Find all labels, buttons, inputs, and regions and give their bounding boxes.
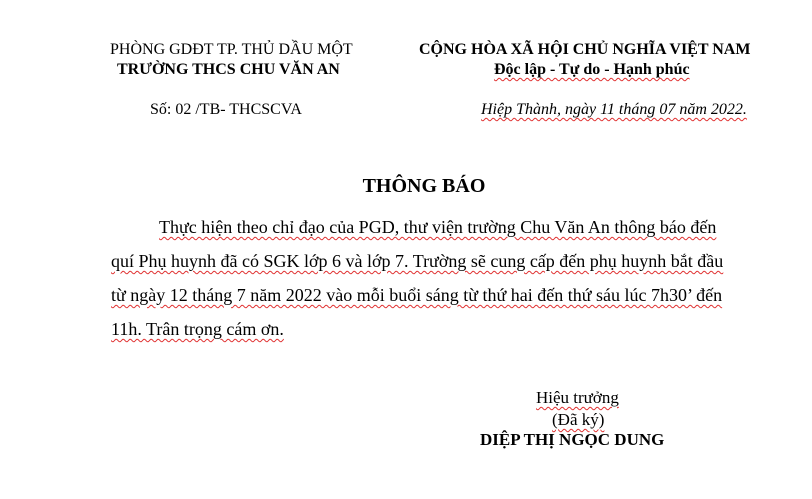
body-line: Thực hiện theo chỉ đạo của PGD, thư viện trường Chu Văn An thông báo đến — [159, 217, 717, 237]
document-title: THÔNG BÁO — [362, 175, 486, 197]
national-motto: Độc lập - Tự do - Hạnh phúc — [494, 61, 690, 78]
document-date: Hiệp Thành, ngày 11 tháng 07 năm 2022. — [481, 101, 747, 118]
school-name: TRƯỜNG THCS CHU VĂN AN — [117, 61, 340, 78]
body-line: từ ngày 12 tháng 7 năm 2022 vào mỗi buổi sáng từ thứ hai đến thứ sáu lúc 7h30’ đến — [111, 285, 723, 305]
signer-role: Hiệu trưởng — [536, 388, 619, 407]
document-number: Số: 02 /TB- THCSCVA — [150, 101, 302, 118]
national-title: CỘNG HÒA XÃ HỘI CHỦ NGHĨA VIỆT NAM — [419, 41, 751, 58]
announcement-body — [111, 210, 771, 346]
signed-note: (Đã ký) — [552, 410, 605, 429]
issuing-department: PHÒNG GDĐT TP. THỦ DẦU MỘT — [110, 41, 353, 58]
body-line: quí Phụ huynh đã có SGK lớp 6 và lớp 7. Trường sẽ cung cấp đến phụ huynh bắt đầu — [111, 251, 724, 271]
signer-name: DIỆP THỊ NGỌC DUNG — [480, 430, 665, 449]
body-line: 11h. Trân trọng cám ơn. — [111, 319, 284, 339]
